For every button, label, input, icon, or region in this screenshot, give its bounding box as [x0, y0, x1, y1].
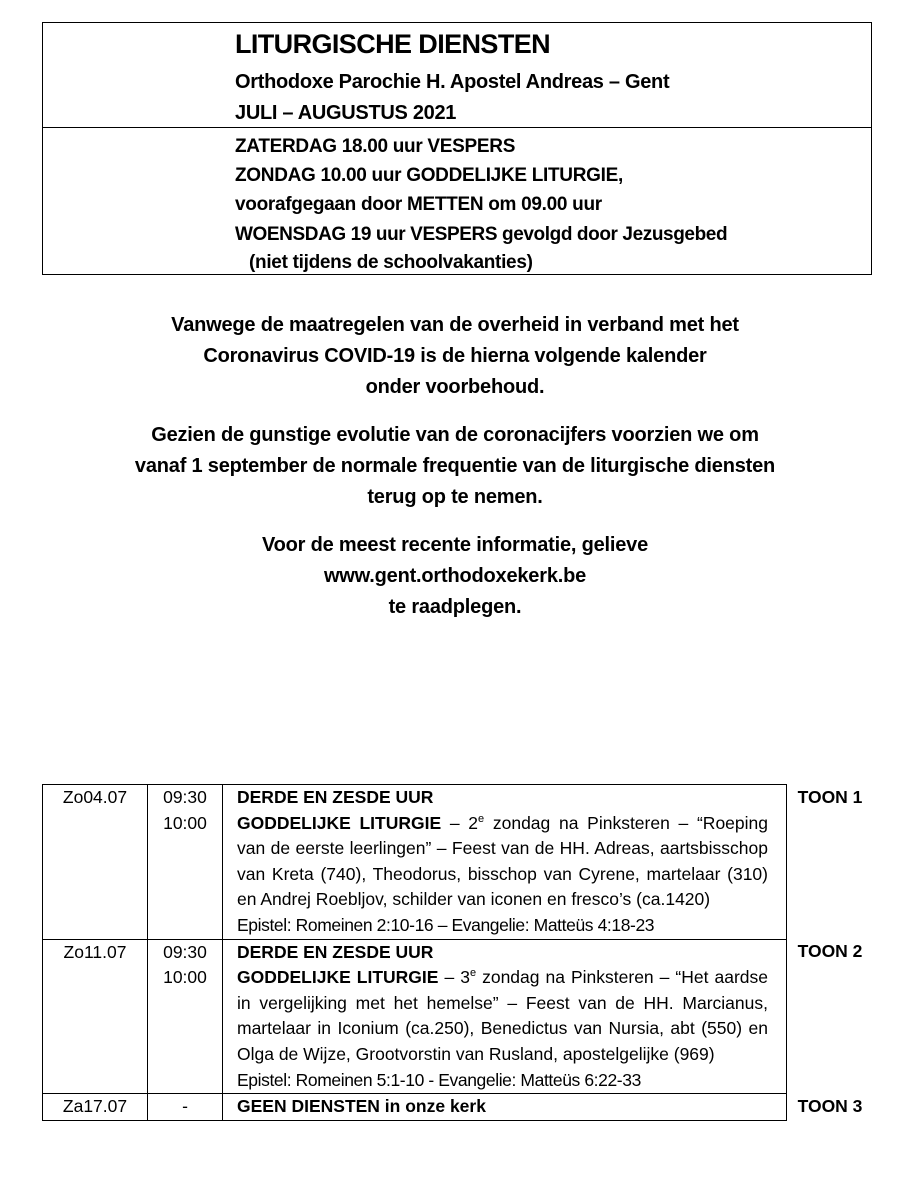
service-wednesday: WOENSDAG 19 uur VESPERS gevolgd door Jezusgebed — [235, 224, 728, 245]
parish-name: Orthodoxe Parochie H. Apostel Andreas – Gent — [235, 71, 670, 93]
notice-line: Voor de meest recente informatie, gelieve — [261, 534, 649, 556]
notice-paragraph-3 — [0, 530, 910, 623]
table-row — [43, 939, 874, 1094]
liturgy-label: GODDELIJKE LITURGIE — [237, 967, 439, 988]
notice-line: vanaf 1 september de normale frequentie van de liturgische diensten — [134, 455, 776, 477]
time-cell — [148, 785, 223, 940]
service-first: DERDE EN ZESDE UUR — [237, 941, 434, 962]
tone-cell: TOON 2 — [787, 939, 874, 1094]
time-cell: - — [148, 1094, 223, 1121]
liturgy-text-pre: – 3 — [438, 967, 470, 988]
service-sunday-matins: voorafgegaan door METTEN om 09.00 uur — [235, 194, 602, 215]
notice-paragraph-1 — [0, 310, 910, 403]
readings: Epistel: Romeinen 5:1-10 - Evangelie: Matteüs 6:22-33 — [237, 1069, 641, 1090]
notice-line: te raadplegen. — [388, 596, 522, 618]
tone-cell: TOON 3 — [787, 1094, 874, 1121]
readings: Epistel: Romeinen 2:10-16 – Evangelie: Matteüs 4:18-23 — [237, 914, 655, 935]
notice-line: onder voorbehoud. — [365, 376, 545, 398]
notice-line: terug op te nemen. — [367, 486, 543, 508]
header-title-section — [43, 23, 871, 128]
service-saturday: ZATERDAG 18.00 uur VESPERS — [235, 136, 516, 157]
tone-cell: TOON 1 — [787, 785, 874, 940]
service-wednesday-note: (niet tijdens de schoolvakanties) — [249, 252, 533, 273]
date-cell: Za17.07 — [43, 1094, 148, 1121]
description-cell — [223, 785, 787, 940]
time-cell — [148, 939, 223, 1094]
period: JULI – AUGUSTUS 2021 — [235, 102, 457, 124]
liturgy-description — [237, 813, 768, 910]
description-cell — [223, 939, 787, 1094]
service-sunday: ZONDAG 10.00 uur GODDELIJKE LITURGIE, — [235, 165, 623, 186]
ordinal-suffix: e — [469, 967, 477, 980]
description-cell — [223, 1094, 787, 1121]
website-link[interactable]: www.gent.orthodoxekerk.be — [323, 565, 587, 587]
time: 09:30 — [163, 941, 207, 962]
ordinal-suffix: e — [478, 812, 485, 825]
date-cell: Zo04.07 — [43, 785, 148, 940]
time: 10:00 — [163, 967, 207, 988]
header-box — [42, 22, 872, 275]
liturgy-text-pre: – 2 — [441, 812, 479, 833]
time: 10:00 — [163, 812, 207, 833]
liturgy-description — [237, 967, 768, 1064]
header-services-section — [43, 128, 871, 274]
notice-line: Gezien de gunstige evolutie van de coronacijfers voorzien we om — [151, 424, 759, 446]
notice-paragraph-2 — [0, 420, 910, 513]
time: 09:30 — [163, 787, 207, 807]
table-row — [43, 785, 874, 940]
notice-line: Vanwege de maatregelen van de overheid in verband met het — [171, 314, 739, 336]
service-first: DERDE EN ZESDE UUR — [237, 787, 434, 807]
liturgy-text: zondag na Pinksteren – “Het aardse in vergelijking met het hemelse” – Feest van de HH. Marcianus, martelaar in Iconium (ca.250), Benedictus van Nursia, abt (550) en Olga de Wijze, Grootvorstin van Rusland, apostelgelijke (969) — [237, 967, 768, 1064]
table-row — [43, 1094, 874, 1121]
service-first: GEEN DIENSTEN in onze kerk — [237, 1096, 486, 1117]
date-cell: Zo11.07 — [43, 939, 148, 1094]
page-title: LITURGISCHE DIENSTEN — [235, 29, 551, 59]
schedule-table — [42, 784, 873, 1121]
liturgy-label: GODDELIJKE LITURGIE — [237, 812, 442, 833]
liturgy-text: zondag na Pinksteren – “Roeping van de eerste leerlingen” – Feest van de HH. Adreas, aartsbisschop van Kreta (740), Theodorus, bisschop van Cyrene, martelaar (310) en Andrej Roebljov, schilder van iconen en fresco’s (ca.1420) — [237, 812, 768, 910]
notice-line: Coronavirus COVID-19 is de hierna volgende kalender — [203, 345, 707, 367]
